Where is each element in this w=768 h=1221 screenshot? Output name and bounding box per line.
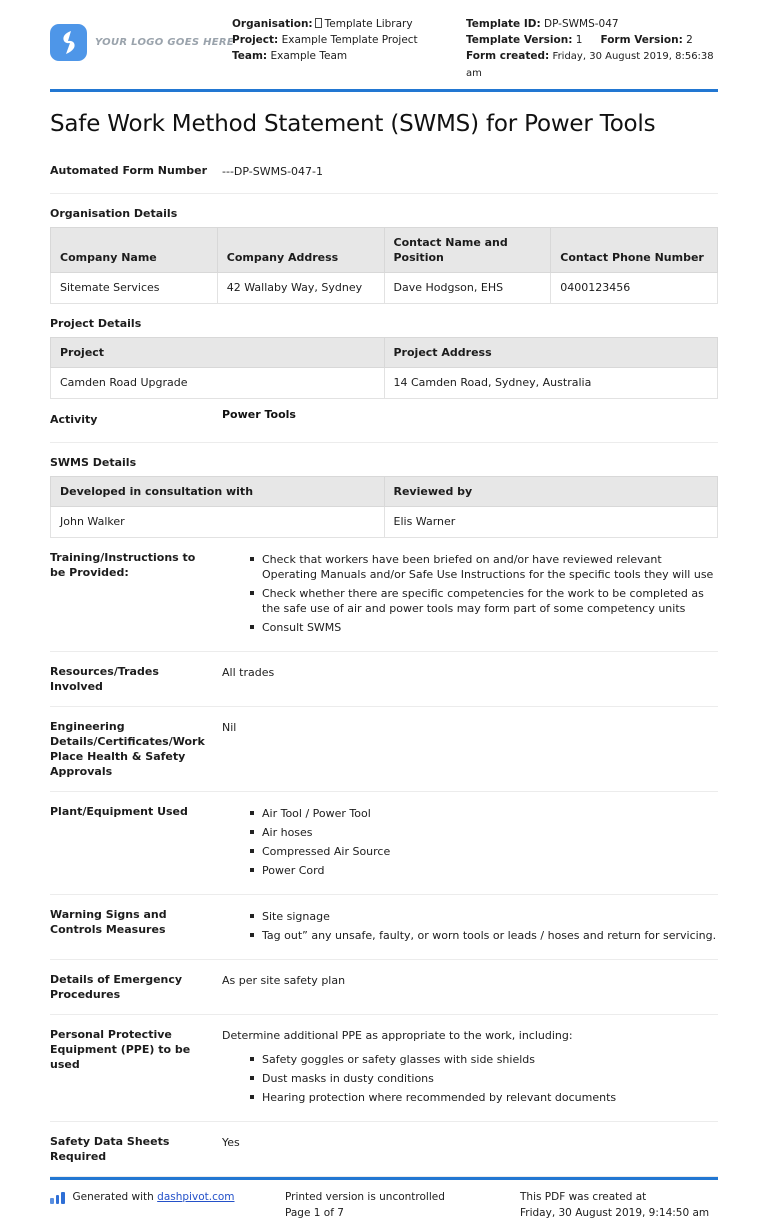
form-version-label: Form Version: [600, 34, 683, 46]
company-logo-icon [50, 24, 87, 61]
footer-print-info [285, 1189, 520, 1221]
team-line [232, 48, 466, 64]
bullet-icon [250, 868, 254, 872]
footer-created-info [520, 1189, 718, 1221]
organisation-value: Template Library [324, 18, 413, 30]
ppe-list [222, 1052, 718, 1105]
generated-with-text: Generated with [72, 1191, 154, 1203]
table-row [51, 368, 718, 399]
bullet-icon [250, 830, 254, 834]
dashpivot-link[interactable]: dashpivot.com [157, 1191, 235, 1203]
bullet-icon [250, 591, 254, 595]
header-meta-right [466, 16, 718, 82]
col-project: Project [51, 338, 385, 368]
template-version-value: 1 [575, 34, 583, 46]
emergency-procedures-row [50, 960, 718, 1015]
team-label: Team: [232, 50, 268, 62]
ppe-intro-text: Determine additional PPE as appropriate to the work, including: [222, 1029, 573, 1042]
project-value: Example Template Project [281, 34, 418, 46]
form-created-value: Friday, 30 August 2019, 8:56:38 am [466, 51, 714, 79]
company-address-cell: 42 Wallaby Way, Sydney [217, 273, 384, 304]
activity-label: Activity [50, 413, 98, 426]
project-details-table [50, 337, 718, 399]
versions-line [466, 32, 718, 48]
pdf-created-label: This PDF was created at [520, 1191, 647, 1203]
contact-name-cell: Dave Hodgson, EHS [384, 273, 551, 304]
bar-chart-icon [50, 1192, 67, 1204]
list-item: Check whether there are specific competencies for the work to be completed as the safe use of air and power tools may form part of some competency units [222, 586, 718, 616]
plant-equipment-row [50, 792, 718, 895]
project-details-title: Project Details [50, 317, 142, 330]
resources-trades-label: Resources/Trades Involved [50, 665, 159, 693]
pdf-created-timestamp: Friday, 30 August 2019, 9:14:50 am [520, 1207, 710, 1219]
reviewed-by-cell: Elis Warner [384, 507, 718, 538]
team-value: Example Team [270, 50, 348, 62]
bullet-icon [250, 811, 254, 815]
developed-with-cell: John Walker [51, 507, 385, 538]
plant-equipment-label: Plant/Equipment Used [50, 805, 188, 818]
list-item: Consult SWMS [222, 620, 718, 635]
list-item: Safety goggles or safety glasses with side shields [222, 1052, 718, 1067]
automated-form-number-value: ---DP-SWMS-047-1 [222, 165, 324, 178]
template-id-value: DP-SWMS-047 [544, 18, 619, 30]
swms-details-table [50, 476, 718, 538]
col-company-name: Company Name [51, 228, 218, 273]
logo [50, 16, 235, 61]
template-version-label: Template Version: [466, 34, 573, 46]
bullet-icon [250, 933, 254, 937]
col-company-address: Company Address [217, 228, 384, 273]
company-name-cell: Sitemate Services [51, 273, 218, 304]
form-created-line [466, 48, 718, 82]
safety-data-sheets-row [50, 1122, 718, 1177]
engineering-details-row [50, 707, 718, 792]
emergency-procedures-label: Details of Emergency Procedures [50, 973, 183, 1001]
list-item: Dust masks in dusty conditions [222, 1071, 718, 1086]
list-item: Check that workers have been briefed on and/or have reviewed relevant Operating Manuals and/or Safe Use Instructions for the specific tools they will use [222, 552, 718, 582]
page-title: Safe Work Method Statement (SWMS) for Power Tools [50, 111, 656, 137]
col-project-address: Project Address [384, 338, 718, 368]
document-footer [50, 1177, 718, 1221]
project-address-cell: 14 Camden Road, Sydney, Australia [384, 368, 718, 399]
page-number-text: Page 1 of 7 [285, 1207, 344, 1219]
plant-equipment-list [222, 806, 718, 878]
bullet-icon [250, 557, 254, 561]
project-cell: Camden Road Upgrade [51, 368, 385, 399]
organisation-details-title: Organisation Details [50, 207, 178, 220]
engineering-details-label: Engineering Details/Certificates/Work Place Health & Safety Approvals [50, 720, 205, 778]
printed-version-text: Printed version is uncontrolled [285, 1191, 445, 1203]
bullet-icon [250, 1095, 254, 1099]
safety-data-sheets-value: Yes [222, 1136, 240, 1149]
missing-glyph-box [315, 18, 322, 28]
header-divider [50, 89, 718, 92]
header-meta-left [232, 16, 466, 64]
col-developed-with: Developed in consultation with [51, 477, 385, 507]
organisation-line [232, 16, 466, 32]
col-reviewed-by: Reviewed by [384, 477, 718, 507]
organisation-label: Organisation: [232, 18, 313, 30]
warning-signs-list [222, 909, 718, 943]
resources-trades-row [50, 652, 718, 707]
list-item: Air hoses [222, 825, 718, 840]
table-header-row [51, 338, 718, 368]
table-row [51, 273, 718, 304]
automated-form-number-row [50, 151, 718, 194]
engineering-details-value: Nil [222, 721, 237, 734]
emergency-procedures-value: As per site safety plan [222, 974, 346, 987]
activity-value: Power Tools [222, 408, 296, 421]
warning-signs-row [50, 895, 718, 960]
training-instructions-label: Training/Instructions to be Provided: [50, 551, 196, 579]
logo-placeholder-text: YOUR LOGO GOES HERE [95, 37, 235, 48]
bullet-icon [250, 1076, 254, 1080]
safety-data-sheets-label: Safety Data Sheets Required [50, 1135, 170, 1163]
swms-details-title: SWMS Details [50, 456, 137, 469]
bullet-icon [250, 914, 254, 918]
list-item: Air Tool / Power Tool [222, 806, 718, 821]
template-id-line [466, 16, 718, 32]
activity-row [50, 399, 718, 443]
list-item: Power Cord [222, 863, 718, 878]
training-instructions-row [50, 538, 718, 652]
table-header-row [51, 477, 718, 507]
project-line [232, 32, 466, 48]
bullet-icon [250, 849, 254, 853]
warning-signs-label: Warning Signs and Controls Measures [50, 908, 167, 936]
form-created-label: Form created: [466, 50, 550, 62]
list-item: Compressed Air Source [222, 844, 718, 859]
ppe-label: Personal Protective Equipment (PPE) to be used [50, 1028, 191, 1071]
document-header [50, 16, 718, 82]
form-version-value: 2 [686, 34, 693, 46]
list-item: Tag out” any unsafe, faulty, or worn tools or leads / hoses and return for servicing. [222, 928, 718, 943]
list-item: Hearing protection where recommended by relevant documents [222, 1090, 718, 1105]
automated-form-number-label: Automated Form Number [50, 164, 208, 177]
template-id-label: Template ID: [466, 18, 541, 30]
organisation-details-table [50, 227, 718, 304]
training-bullet-list [222, 552, 718, 635]
contact-phone-cell: 0400123456 [551, 273, 718, 304]
col-contact-name-position: Contact Name and Position [384, 228, 551, 273]
col-contact-phone: Contact Phone Number [551, 228, 718, 273]
project-label: Project: [232, 34, 279, 46]
table-row [51, 507, 718, 538]
bullet-icon [250, 625, 254, 629]
footer-generated [50, 1189, 285, 1221]
table-header-row [51, 228, 718, 273]
list-item: Site signage [222, 909, 718, 924]
resources-trades-value: All trades [222, 666, 275, 679]
ppe-row [50, 1015, 718, 1122]
bullet-icon [250, 1057, 254, 1061]
